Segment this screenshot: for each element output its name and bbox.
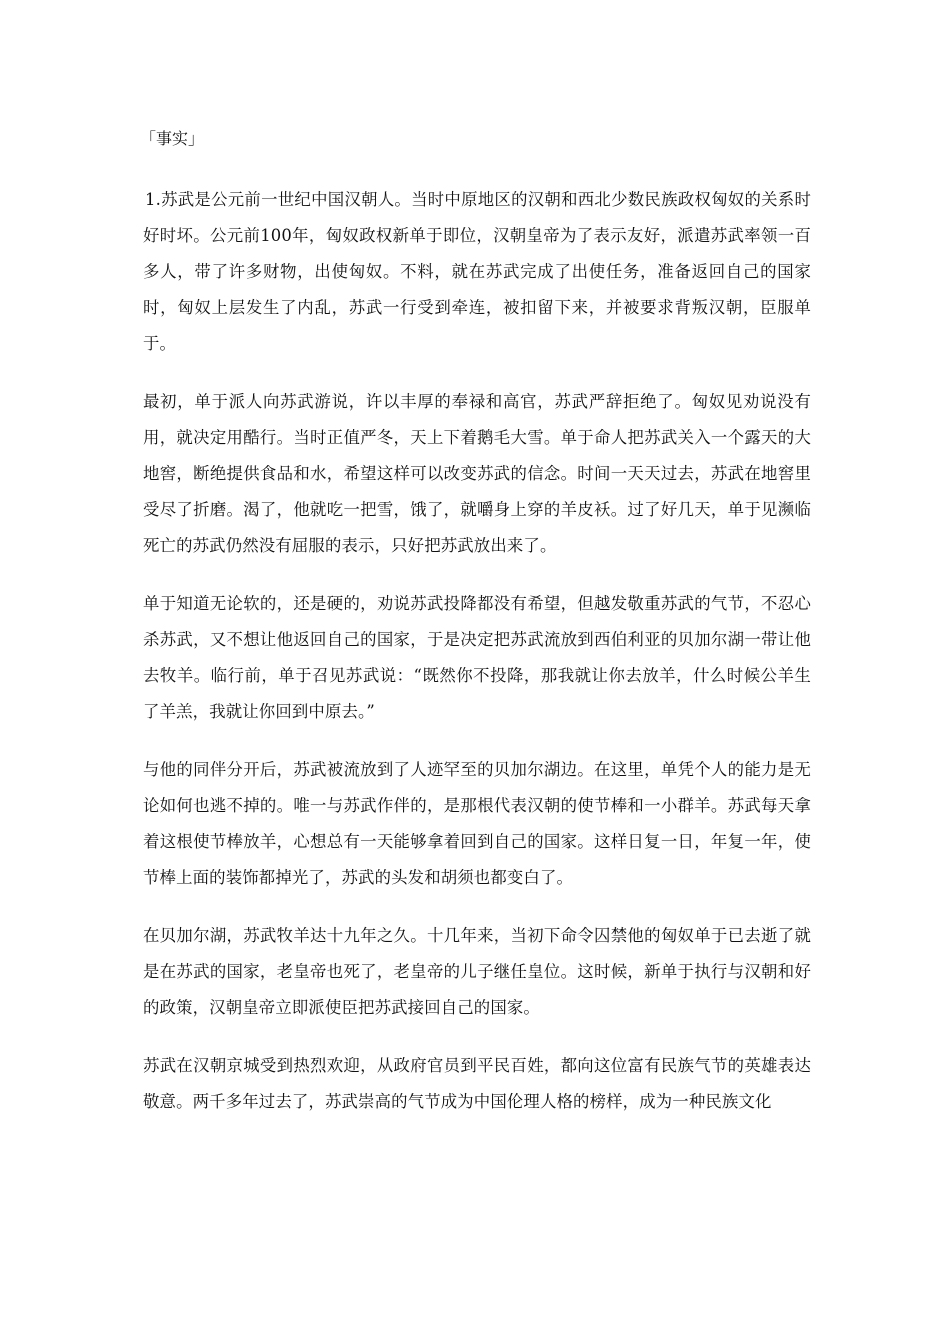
- document-body: [143, 182, 811, 1142]
- paragraph-2: 最初，单于派人向苏武游说，许以丰厚的奉禄和高官，苏武严辞拒绝了。匈奴见劝说没有用，就决定用酷行。当时正值严冬，天上下着鹅毛大雪。单于命人把苏武关入一个露天的大地窖，断绝提供食品和水，希望这样可以改变苏武的信念。时间一天天过去，苏武在地窖里受尽了折磨。渴了，他就吃一把雪，饿了，就嚼身上穿的羊皮袄。过了好几天，单于见濒临死亡的苏武仍然没有屈服的表示，只好把苏武放出来了。: [143, 392, 811, 555]
- paragraph-1: 1.苏武是公元前一世纪中国汉朝人。当时中原地区的汉朝和西北少数民族政权匈奴的关系时好时坏。公元前100年，匈奴政权新单于即位，汉朝皇帝为了表示友好，派遣苏武率领一百多人，带了许多财物，出使匈奴。不料，就在苏武完成了出使任务，准备返回自己的国家时，匈奴上层发生了内乱，苏武一行受到牵连，被扣留下来，并被要求背叛汉朝，臣服单于。: [143, 190, 811, 353]
- paragraph-5: 在贝加尔湖，苏武牧羊达十九年之久。十几年来，当初下命令囚禁他的匈奴单于已去逝了就是在苏武的国家，老皇帝也死了，老皇帝的儿子继任皇位。这时候，新单于执行与汉朝和好的政策，汉朝皇帝立即派使臣把苏武接回自己的国家。: [143, 926, 811, 1017]
- section-heading: 「事实」: [140, 129, 205, 148]
- paragraph-6: 苏武在汉朝京城受到热烈欢迎，从政府官员到平民百姓，都向这位富有民族气节的英雄表达敬意。两千多年过去了，苏武崇高的气节成为中国伦理人格的榜样，成为一种民族文化: [143, 1056, 811, 1111]
- paragraph-4: 与他的同伴分开后，苏武被流放到了人迹罕至的贝加尔湖边。在这里，单凭个人的能力是无论如何也逃不掉的。唯一与苏武作伴的，是那根代表汉朝的使节棒和一小群羊。苏武每天拿着这根使节棒放羊，心想总有一天能够拿着回到自己的国家。这样日复一日，年复一年，使节棒上面的装饰都掉光了，苏武的头发和胡须也都变白了。: [143, 760, 811, 887]
- paragraph-3: 单于知道无论软的，还是硬的，劝说苏武投降都没有希望，但越发敬重苏武的气节，不忍心杀苏武，又不想让他返回自己的国家，于是决定把苏武流放到西伯利亚的贝加尔湖一带让他去牧羊。临行前，单于召见苏武说：“既然你不投降，那我就让你去放羊，什么时候公羊生了羊羔，我就让你回到中原去。”: [143, 594, 811, 721]
